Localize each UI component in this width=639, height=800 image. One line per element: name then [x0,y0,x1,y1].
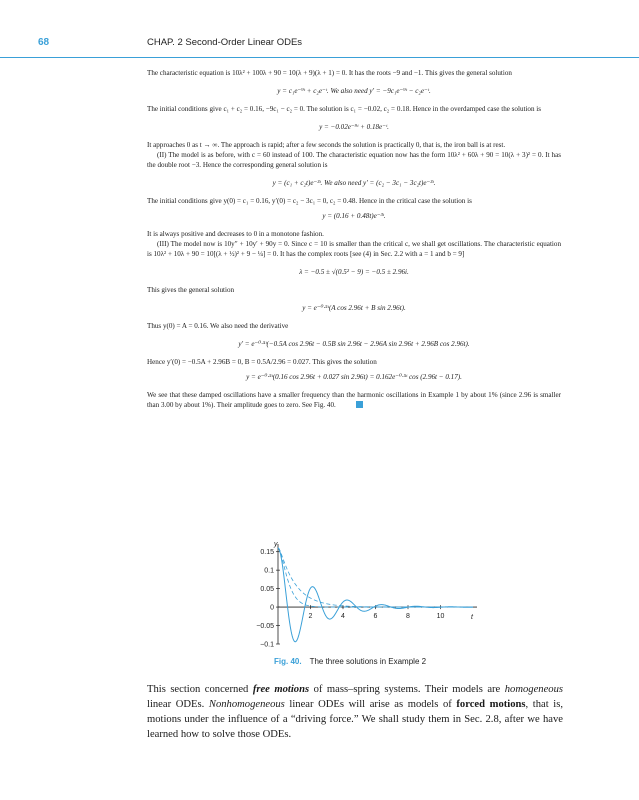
paragraph: It approaches 0 as t → ∞. The approach is rapid; after a few seconds the solution is practically 0, that is, the iron ball is at rest. [147,141,506,149]
equation: λ = −0.5 ± √(0.5² − 9) = −0.5 ± 2.96i. [299,268,409,276]
chapter-title: CHAP. 2 Second-Order Linear ODEs [147,37,303,48]
end-of-example-square-icon [356,401,363,408]
equation: y = −0.02e⁻⁹ᵗ + 0.18e⁻ᵗ. [319,123,389,131]
paragraph: (III) The model now is 10y″ + 10y′ + 90y = 0. Since c = 10 is smaller than the critical c, we shall get oscillations. The characteristic equation is 10λ² + 10λ + 90 = 10[(λ + ½)² + 9 − ¼] = 0. It has the complex roots [see (4) in Sec. 2.2 with a = 1 and b = 9] [147,240,561,258]
x-tick-label: 4 [341,613,345,621]
bold-text: forced motions [456,699,526,710]
text-run: linear ODEs will arise as models of [284,699,457,710]
equation: y′ = e⁻⁰·⁵ᵗ(−0.5A cos 2.96t − 0.5B sin 2.96t − 2.96A sin 2.96t + 2.96B cos 2.96t). [238,340,470,348]
figure-label: Fig. 40. [274,657,302,666]
emphasis-text: free motions [252,684,310,695]
paragraph: Hence y′(0) = −0.5A + 2.96B = 0, B = 0.5A/2.96 = 0.027. This gives the solution [147,358,377,366]
figure-caption [274,657,426,666]
text-run: of mass–spring systems. Their models are [309,684,505,695]
y-tick-label: −0.05 [256,623,274,631]
x-tick-label: 10 [436,613,445,621]
x-tick-label: 2 [308,613,313,621]
paragraph: This gives the general solution [147,286,235,294]
y-tick-label: 0.1 [264,567,274,575]
paragraph [147,390,561,410]
y-tick-label: 0.15 [260,549,274,557]
emphasis-text: homogeneous [504,684,563,695]
equation: y = e⁻⁰·⁵ᵗ(0.16 cos 2.96t + 0.027 sin 2.96t) = 0.162e⁻⁰·⁵ᵗ cos (2.96t − 0.17). [246,373,462,381]
x-tick-label: 8 [406,613,410,621]
paragraph: The characteristic equation is 10λ² + 100λ + 90 = 10(λ + 9)(λ + 1) = 0. It has the roots −9 and −1. This gives the general solution [147,69,512,77]
equation: y = c₁e⁻⁹ᵗ + c₂e⁻ᵗ. We also need y′ = −9c₁e⁻⁹ᵗ − c₂e⁻ᵗ. [277,87,431,95]
solutions-chart [220,540,480,652]
emphasis-text: Nonhomogeneous [208,699,285,710]
paragraph: Thus y(0) = A = 0.16. We also need the derivative [147,322,289,330]
paragraph-text: We see that these damped oscillations have a smaller frequency than the harmonic oscillations in Example 1 by about 1% (since 2.96 is smaller than 3.00 by about 1%). Their amplitude goes to zero. See Fig. 40. [147,391,561,409]
header-rule [0,57,639,58]
closing-paragraph [147,682,563,742]
figure-40 [220,540,480,652]
equation: y = e⁻⁰·⁵ᵗ(A cos 2.96t + B sin 2.96t). [302,304,406,312]
paragraph: It is always positive and decreases to 0 in a monotone fashion. [147,230,324,238]
figure-caption-text: The three solutions in Example 2 [309,657,427,666]
page-number: 68 [38,37,50,48]
y-tick-label: 0.05 [260,586,274,594]
paragraph: The initial conditions give c₁ + c₂ = 0.16, −9c₁ − c₂ = 0. The solution is c₁ = −0.02, c₂ = 0.18. Hence in the overdamped case the solution is [147,105,542,113]
equation: y = (0.16 + 0.48t)e⁻³ᵗ. [322,212,386,220]
text-run: , that is, motions under the influence of a “driving force.” We shall study them in Sec. 2.8, after we have learned how to solve those ODEs. [147,699,563,740]
text-run: linear ODEs. [147,699,209,710]
y-axis-label: y [274,541,278,548]
page-header [0,37,639,53]
series-underdamped [278,548,473,642]
t-axis-label: t [471,614,473,622]
paragraph: (II) The model is as before, with c = 60 instead of 100. The characteristic equation now has the form 10λ² + 60λ + 90 = 10(λ + 3)² = 0. It has the double root −3. Hence the corresponding general solution is [147,151,561,169]
paragraph: The initial conditions give y(0) = c₁ = 0.16, y′(0) = c₂ − 3c₁ = 0, c₂ = 0.48. Hence in the critical case the solution is [147,197,472,205]
equation: y = (c₁ + c₂t)e⁻³ᵗ. We also need y′ = (c₂ − 3c₁ − 3c₂t)e⁻³ᵗ. [272,179,436,187]
main-text [147,68,561,410]
y-tick-label: 0 [270,604,274,612]
text-run: This section concerned [147,684,253,695]
y-tick-label: −0.1 [260,641,274,649]
x-tick-label: 6 [373,613,378,621]
